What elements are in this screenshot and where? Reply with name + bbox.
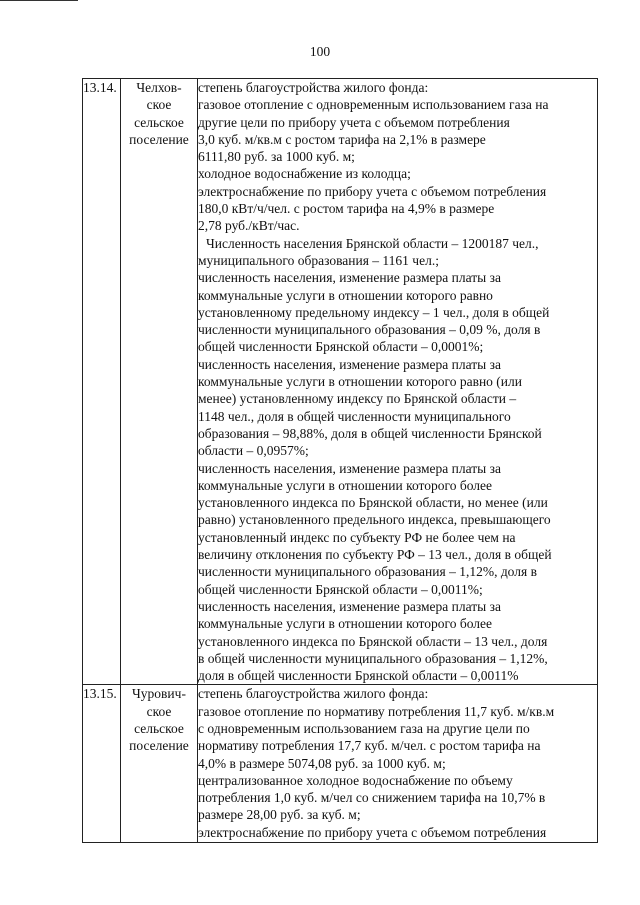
description-line: общей численности Брянской области – 0,0001%;: [198, 339, 484, 355]
page-number: 100: [309, 44, 331, 59]
description-line: равно) установленного предельного индекса, превышающего: [198, 512, 551, 528]
description-line: 6111,80 руб. за 1000 куб. м;: [198, 149, 355, 165]
description-line: другие цели по прибору учета с объемом потребления: [198, 114, 510, 130]
description-line: муниципального образования – 1161 чел.;: [198, 252, 439, 268]
description-line: общей численности Брянской области – 0,0011%;: [198, 581, 483, 597]
description-line: численность населения, изменение размера платы за: [198, 460, 501, 476]
description-line: холодное водоснабжение из колодца;: [198, 166, 411, 182]
settlement-name: Чурович- ское сельское поселение: [121, 685, 198, 843]
description-line: 1148 чел., доля в общей численности муниципального: [198, 408, 511, 424]
row-number: 13.15.: [83, 685, 121, 843]
table-row: [83, 685, 598, 843]
description-line: нормативу потребления 17,7 куб. м/чел. с ростом тарифа на: [198, 738, 541, 754]
description-line: доля в общей численности Брянской области – 0,0011%: [198, 668, 519, 684]
corner-line: [0, 0, 78, 1]
description-line: коммунальные услуги в отношении которого равно (или: [198, 374, 522, 390]
description-line: потребления 1,0 куб. м/чел со снижением тарифа на 10,7% в: [198, 790, 546, 806]
description-line: размере 28,00 руб. за куб. м;: [198, 807, 361, 823]
settlements-table: [82, 78, 598, 843]
table-row: [83, 79, 598, 685]
description-line: коммунальные услуги в отношении которого равно: [198, 287, 493, 303]
description-line: численность населения, изменение размера платы за: [198, 356, 501, 372]
description-line: 3,0 куб. м/кв.м с ростом тарифа на 2,1% в размере: [198, 131, 486, 147]
description-line: с одновременным использованием газа на другие цели по: [198, 720, 530, 736]
description-line: установленному предельному индексу – 1 чел., доля в общей: [198, 304, 550, 320]
description-line: численность населения, изменение размера платы за: [198, 270, 501, 286]
description-line: установленный индекс по субъекту РФ не более чем на: [198, 529, 516, 545]
description-line: электроснабжение по прибору учета с объемом потребления: [198, 824, 547, 840]
row-number: 13.14.: [83, 79, 121, 685]
settlement-description: [198, 79, 598, 685]
description-line: газовое отопление по нормативу потребления 11,7 куб. м/кв.м: [198, 703, 555, 719]
description-line: 4,0% в размере 5074,08 руб. за 1000 куб. м;: [198, 755, 446, 771]
description-line: степень благоустройства жилого фонда:: [198, 80, 429, 95]
description-line: коммунальные услуги в отношении которого более: [198, 477, 492, 493]
settlement-description: [198, 685, 598, 843]
description-line: коммунальные услуги в отношении которого более: [198, 616, 492, 632]
description-line: 2,78 руб./кВт/час.: [198, 218, 300, 234]
description-line: установленного индекса по Брянской области – 13 чел., доля: [198, 633, 548, 649]
settlement-name: Челхов- ское сельское поселение: [121, 79, 198, 685]
description-line: численность населения, изменение размера платы за: [198, 598, 501, 614]
description-line: газовое отопление с одновременным использованием газа на: [198, 97, 549, 113]
description-line: электроснабжение по прибору учета с объемом потребления: [198, 183, 547, 199]
description-line: образования – 98,88%, доля в общей численности Брянской: [198, 425, 542, 441]
description-line: численности муниципального образования – 0,09 %, доля в: [198, 322, 541, 338]
description-line: Численность населения Брянской области – 1200187 чел.,: [206, 235, 539, 251]
description-line: централизованное холодное водоснабжение по объему: [198, 772, 513, 788]
description-line: установленного индекса по Брянской области, но менее (или: [198, 495, 548, 511]
description-line: степень благоустройства жилого фонда:: [198, 686, 429, 702]
description-line: величину отклонения по субъекту РФ – 13 чел., доля в общей: [198, 547, 552, 563]
description-line: области – 0,0957%;: [198, 443, 309, 459]
description-line: менее) установленному индексу по Брянской области –: [198, 391, 517, 407]
description-line: 180,0 кВт/ч/чел. с ростом тарифа на 4,9% в размере: [198, 201, 495, 217]
description-line: в общей численности муниципального образования – 1,12%,: [198, 650, 548, 666]
description-line: численности муниципального образования – 1,12%, доля в: [198, 564, 537, 580]
